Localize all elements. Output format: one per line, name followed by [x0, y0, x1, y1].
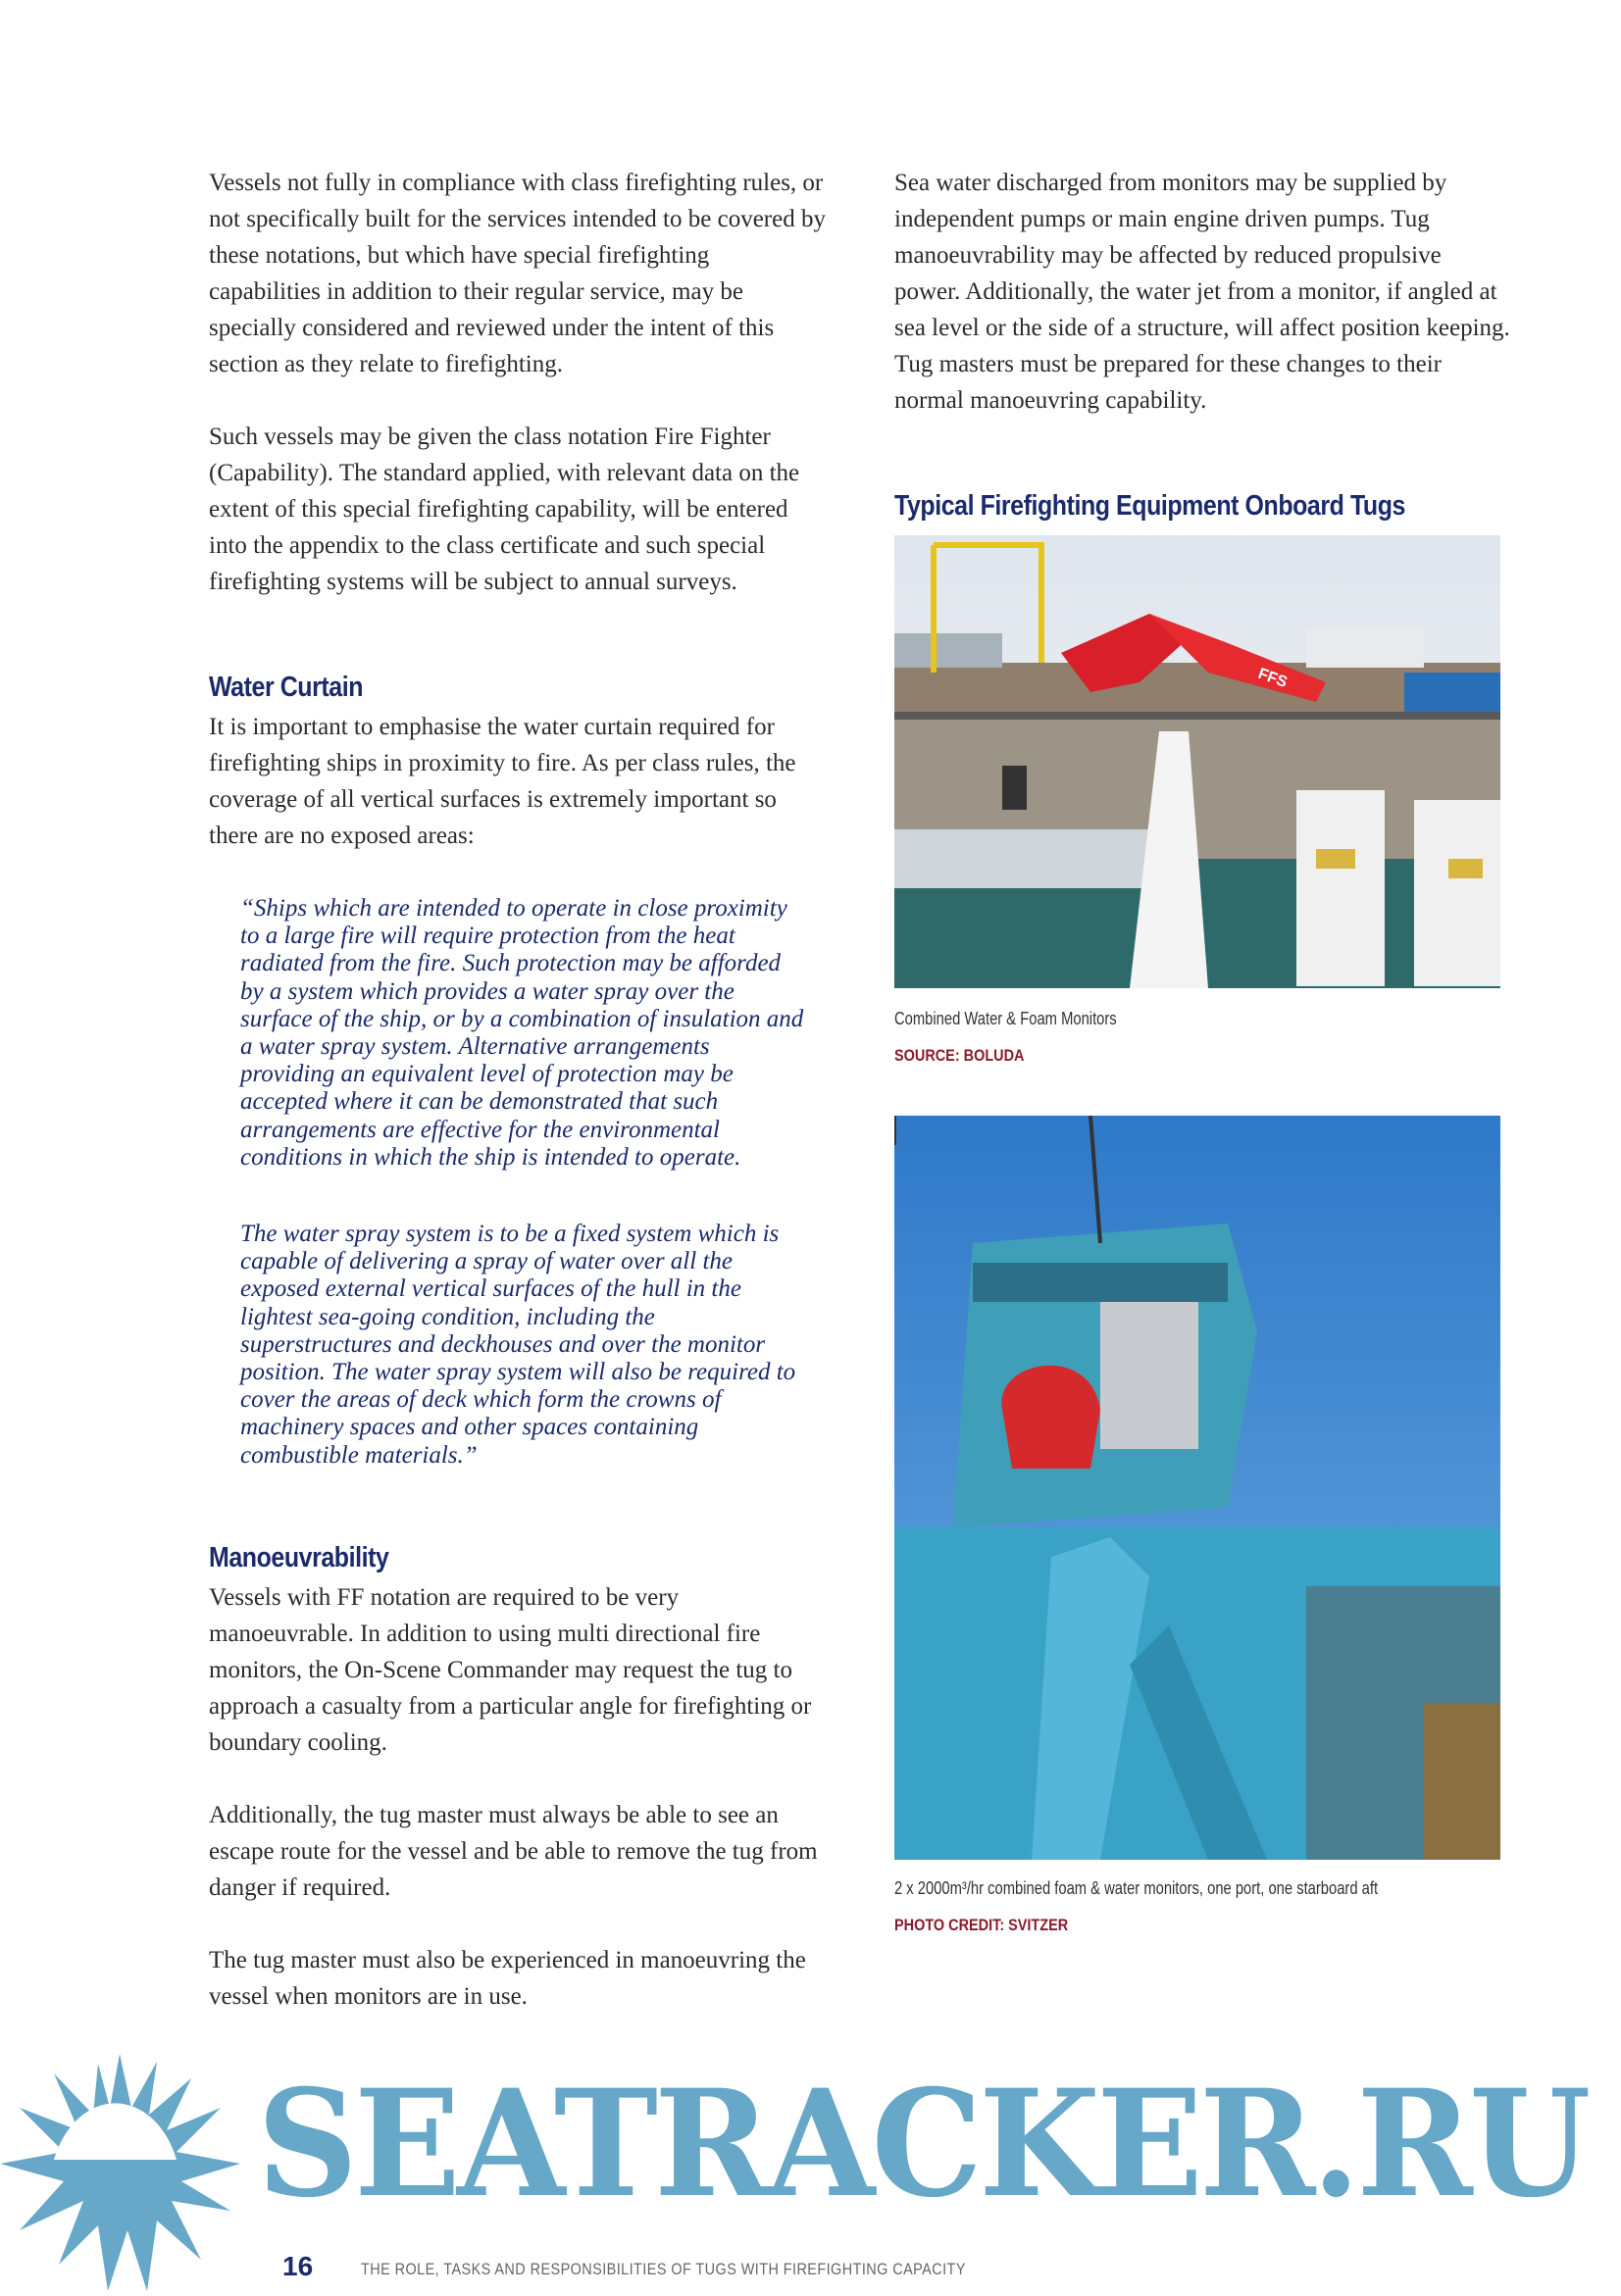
figure2-source: PHOTO CREDIT: SVITZER: [894, 1916, 1069, 1934]
water-curtain-paragraph: It is important to emphasise the water curtain required for firefighting ships in proximity to fire. As per class rules, the coverage of all vertical surfaces is extremely important so there are no exposed areas:: [209, 714, 796, 849]
monitor-ffs-label: FFS: [1255, 665, 1290, 692]
capability-paragraph: Such vessels may be given the class notation Fire Fighter (Capability). The standard applied, with relevant data on the extent of this special firefighting capability, will be entered into the appendix to the class certificate and such special firefighting systems will be subject to annual surveys.: [209, 424, 800, 595]
manoeuvrability-paragraph-1: Vessels with FF notation are required to be very manoeuvrable. In addition to using multi directional fire monitors, the On-Scene Commander may request the tug to approach a casualty from a particular angle for firefighting or boundary cooling.: [209, 1584, 812, 1756]
monitor-photo-svitzer: [894, 1116, 1500, 1860]
figure1-caption: Combined Water & Foam Monitors: [894, 1009, 1117, 1028]
figure1-source: SOURCE: BOLUDA: [894, 1046, 1025, 1065]
water-curtain-heading: Water Curtain: [209, 672, 364, 703]
footer-title: THE ROLE, TASKS AND RESPONSIBILITIES OF TUGS WITH FIREFIGHTING CAPACITY: [361, 2260, 966, 2278]
manoeuvrability-paragraph-2: Additionally, the tug master must always be able to see an escape route for the vessel and be able to remove the tug from danger if required.: [209, 1802, 818, 1901]
watermark-text: SEATRACKER.RU: [257, 2058, 1588, 2230]
manoeuvrability-paragraph-3: The tug master must also be experienced in manoeuvring the vessel when monitors are in use.: [209, 1947, 806, 2010]
propulsion-paragraph: Sea water discharged from monitors may be supplied by independent pumps or main engine driven pumps. Tug manoeuvrability may be affected by reduced propulsive power. Additionally, the water jet from a monitor, if angled at sea level or the side of a structure, will affect position keeping. Tug masters must be prepared for these changes to their normal manoeuvring capability.: [894, 170, 1510, 414]
equipment-heading: Typical Firefighting Equipment Onboard Tugs: [894, 490, 1405, 522]
sun-logo-icon: [0, 2054, 240, 2291]
figure2-caption: 2 x 2000m³/hr combined foam & water monitors, one port, one starboard aft: [894, 1878, 1379, 1898]
page-number: 16: [282, 2251, 314, 2281]
intro-paragraph: Vessels not fully in compliance with class firefighting rules, or not specifically built for the services intended to be covered by these notations, but which have special firefighting capabilities in addition to their regular service, may be specially considered and reviewed under the intent of this section as they relate to firefighting.: [209, 170, 826, 377]
manoeuvrability-heading: Manoeuvrability: [209, 1542, 389, 1573]
monitor-photo-boluda: [894, 535, 1500, 988]
class-rules-quote-2: The water spray system is to be a fixed system which is capable of delivering a spray of water over all the exposed external vertical surfaces of the hull in the lightest sea-going condition, including the superstructures and deckhouses and over the monitor position. The water spray system will also be required to cover the areas of deck which form the crowns of machinery spaces and other spaces containing combustible materials.”: [240, 1221, 796, 1469]
class-rules-quote-1: “Ships which are intended to operate in close proximity to a large fire will require protection from the heat radiated from the fire. Such protection may be afforded by a system which provides a water spray over the surface of the ship, or by a combination of insulation and a water spray system. Alternative arrangements providing an equivalent level of protection may be accepted where it can be demonstrated that such arrangements are effective for the environmental conditions in which the ship is intended to operate.: [240, 895, 804, 1171]
